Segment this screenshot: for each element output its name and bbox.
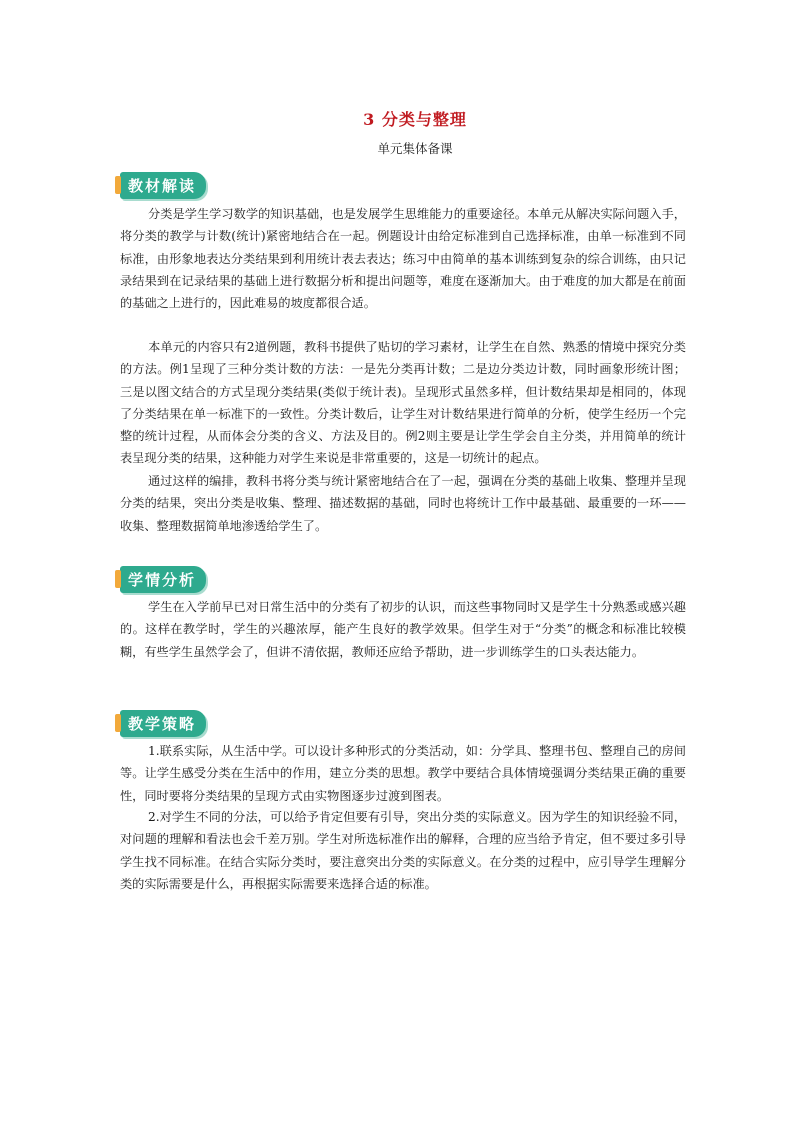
section-badge-label: 教学策略 <box>120 710 206 737</box>
paragraph-text: 学生在入学前早已对日常生活中的分类有了初步的认识，而这些事物同时又是学生十分熟悉或感兴趣的。这样在教学时，学生的兴趣浓厚，能产生良好的教学效果。但学生对于“分类”的概念和标准比较模糊，有些学生虽然学会了，但讲不清依据，教师还应给予帮助，进一步训练学生的口头表达能力。 <box>120 600 686 659</box>
section-badge-label: 教材解读 <box>120 172 206 199</box>
section-badge-students <box>120 566 206 592</box>
paragraph <box>120 336 686 470</box>
paragraph-text: 分类是学生学习数学的知识基础，也是发展学生思维能力的重要途径。本单元从解决实际问题入手，将分类的教学与计数(统计)紧密地结合在一起。例题设计由给定标准到自己选择标准，由单一标准到不同标准，由形象地表达分类结果到利用统计表去表达；练习中由简单的基本训练到复杂的综合训练，由只记录结果到在记录结果的基础上进行数据分析和提出问题等，难度在逐渐加大。由于难度的加大都是在前面的基础之上进行的，因此难易的坡度都很合适。 <box>120 207 686 311</box>
paragraph-text: 1.联系实际，从生活中学。可以设计多种形式的分类活动，如：分学具、整理书包、整理自己的房间等。让学生感受分类在生活中的作用，建立分类的思想。教学中要结合具体情境强调分类结果正确的重要性，同时要将分类结果的呈现方式由实物图逐步过渡到图表。 <box>120 744 686 803</box>
paragraph <box>120 806 686 895</box>
paragraph <box>120 470 686 537</box>
page-title: 3 分类与整理 <box>363 110 467 129</box>
paragraph-text: 通过这样的编排，教科书将分类与统计紧密地结合在了一起，强调在分类的基础上收集、整理并呈现分类的结果，突出分类是收集、整理、描述数据的基础，同时也将统计工作中最基础、最重要的一环——收集、整理数据简单地渗透给学生了。 <box>120 474 686 533</box>
paragraph <box>120 740 686 807</box>
page-subtitle: 单元集体备课 <box>377 141 453 156</box>
section-badge-strategy <box>120 710 206 736</box>
paragraph-text: 本单元的内容只有2道例题，教科书提供了贴切的学习素材，让学生在自然、熟悉的情境中探究分类的方法。例1呈现了三种分类计数的方法：一是先分类再计数；二是边分类边计数，同时画象形统计图；三是以图文结合的方式呈现分类结果(类似于统计表)。呈现形式虽然多样，但计数结果却是相同的，体现了分类结果在单一标准下的一致性。分类计数后，让学生对计数结果进行简单的分析，使学生经历一个完整的统计过程，从而体会分类的含义、方法及目的。例2则主要是让学生学会自主分类，并用简单的统计表呈现分类的结果，这种能力对学生来说是非常重要的，这是一切统计的起点。 <box>120 340 686 466</box>
paragraph-text: 2.对学生不同的分法，可以给予肯定但要有引导，突出分类的实际意义。因为学生的知识经验不同，对问题的理解和看法也会千差万别。学生对所选标准作出的解释，合理的应当给予肯定，但不要过多引导学生找不同标准。在结合实际分类时，要注意突出分类的实际意义。在分类的过程中，应引导学生理解分类的实际需要是什么，再根据实际需要来选择合适的标准。 <box>120 810 686 891</box>
paragraph <box>120 203 686 314</box>
section-badge-textbook <box>120 172 206 198</box>
section-badge-label: 学情分析 <box>120 566 206 593</box>
paragraph <box>120 596 686 663</box>
